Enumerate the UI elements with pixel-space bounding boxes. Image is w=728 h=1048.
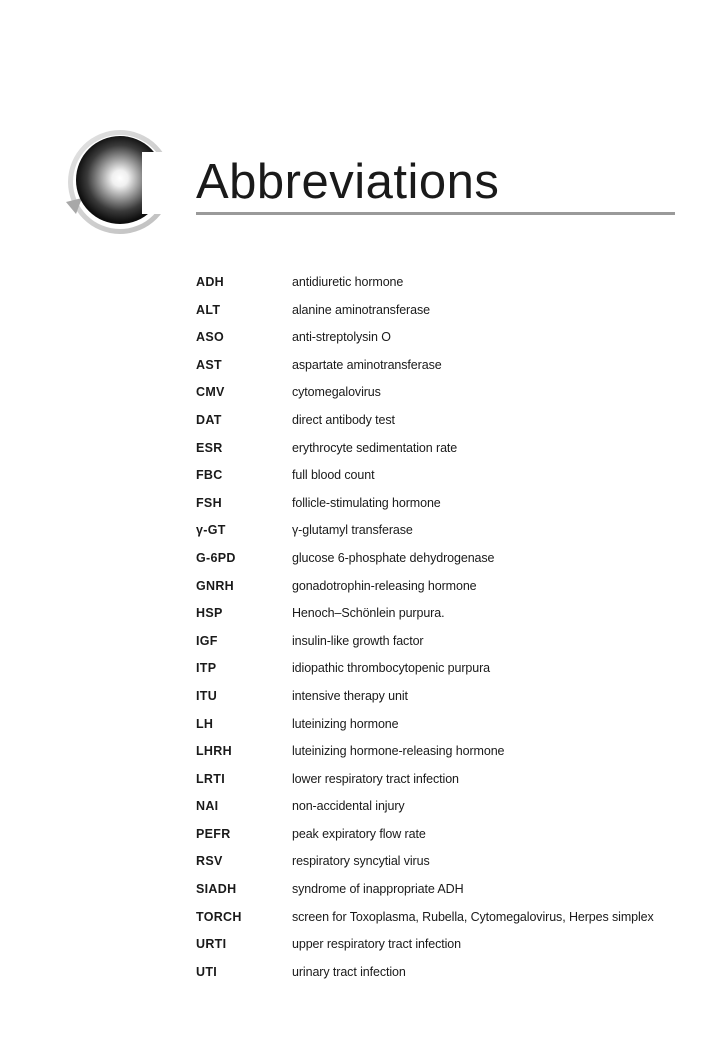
abbreviation-term: LH	[196, 716, 214, 731]
abbreviation-term: TORCH	[196, 909, 242, 924]
abbreviation-row	[196, 468, 696, 496]
title-divider	[196, 212, 675, 215]
abbreviation-row	[196, 385, 696, 413]
abbreviation-term: SIADH	[196, 882, 237, 897]
abbreviation-row	[196, 882, 696, 910]
abbreviation-definition: respiratory syncytial virus	[292, 854, 430, 869]
abbreviation-definition: intensive therapy unit	[292, 688, 408, 703]
abbreviation-term: FSH	[196, 495, 222, 510]
abbreviation-definition: γ-glutamyl transferase	[292, 523, 413, 538]
abbreviation-row	[196, 661, 696, 689]
abbreviation-list	[196, 275, 696, 992]
abbreviation-definition: urinary tract infection	[292, 964, 406, 979]
abbreviation-definition: alanine aminotransferase	[292, 302, 430, 317]
abbreviation-row	[196, 413, 696, 441]
abbreviation-definition: cytomegalovirus	[292, 385, 381, 400]
abbreviation-term: GNRH	[196, 578, 235, 593]
abbreviation-term: G-6PD	[196, 550, 236, 565]
abbreviation-term: LHRH	[196, 744, 232, 759]
abbreviation-definition: screen for Toxoplasma, Rubella, Cytomegalovirus, Herpes simplex	[292, 909, 654, 924]
abbreviation-term: LRTI	[196, 771, 225, 786]
abbreviation-term: URTI	[196, 937, 227, 952]
abbreviation-row	[196, 717, 696, 745]
abbreviation-definition: full blood count	[292, 468, 375, 483]
abbreviation-definition: luteinizing hormone-releasing hormone	[292, 744, 505, 759]
abbreviation-row	[196, 827, 696, 855]
abbreviation-row	[196, 303, 696, 331]
abbreviation-definition: insulin-like growth factor	[292, 633, 424, 648]
abbreviation-row	[196, 965, 696, 993]
abbreviation-row	[196, 799, 696, 827]
abbreviation-definition: peak expiratory flow rate	[292, 826, 426, 841]
chapter-circle-emblem-icon	[56, 128, 176, 238]
abbreviation-definition: glucose 6-phosphate dehydrogenase	[292, 550, 495, 565]
abbreviation-definition: syndrome of inappropriate ADH	[292, 882, 464, 897]
abbreviation-term: NAI	[196, 799, 219, 814]
abbreviation-row	[196, 854, 696, 882]
abbreviation-term: UTI	[196, 964, 218, 979]
abbreviation-term: ALT	[196, 302, 221, 317]
abbreviation-definition: upper respiratory tract infection	[292, 937, 462, 952]
abbreviation-term: IGF	[196, 633, 218, 648]
abbreviation-row	[196, 496, 696, 524]
abbreviation-term: PEFR	[196, 826, 231, 841]
abbreviation-term: ESR	[196, 440, 223, 455]
abbreviation-term: ITU	[196, 688, 218, 703]
abbreviation-definition: antidiuretic hormone	[292, 275, 404, 289]
abbreviation-row	[196, 606, 696, 634]
abbreviation-term: DAT	[196, 412, 222, 427]
abbreviation-row	[196, 275, 696, 303]
abbreviation-definition: luteinizing hormone	[292, 716, 399, 731]
abbreviation-definition: idiopathic thrombocytopenic purpura	[292, 661, 491, 676]
abbreviation-term: FBC	[196, 468, 223, 483]
page-title: Abbreviations	[196, 155, 500, 209]
abbreviation-definition: direct antibody test	[292, 412, 395, 427]
abbreviation-row	[196, 937, 696, 965]
abbreviation-row	[196, 772, 696, 800]
abbreviation-row	[196, 551, 696, 579]
abbreviation-row	[196, 441, 696, 469]
abbreviation-row	[196, 744, 696, 772]
abbreviation-definition: follicle-stimulating hormone	[292, 495, 441, 510]
abbreviation-term: AST	[196, 357, 222, 372]
abbreviation-row	[196, 523, 696, 551]
abbreviation-row	[196, 910, 696, 938]
abbreviation-definition: gonadotrophin-releasing hormone	[292, 578, 477, 593]
abbreviation-term: ADH	[196, 275, 224, 289]
abbreviation-definition: aspartate aminotransferase	[292, 357, 442, 372]
abbreviation-row	[196, 579, 696, 607]
abbreviation-definition: erythrocyte sedimentation rate	[292, 440, 458, 455]
abbreviation-definition: non-accidental injury	[292, 799, 405, 814]
abbreviation-row	[196, 689, 696, 717]
abbreviation-term: ASO	[196, 330, 224, 345]
abbreviation-row	[196, 358, 696, 386]
abbreviation-row	[196, 634, 696, 662]
abbreviation-term: ITP	[196, 661, 217, 676]
abbreviation-term: HSP	[196, 606, 223, 621]
abbreviation-term: CMV	[196, 385, 225, 400]
abbreviation-definition: anti-streptolysin O	[292, 330, 391, 345]
abbreviation-term: γ-GT	[196, 523, 226, 538]
abbreviation-definition: Henoch–Schönlein purpura.	[292, 606, 445, 621]
abbreviation-term: RSV	[196, 854, 223, 869]
abbreviation-row	[196, 330, 696, 358]
abbreviation-definition: lower respiratory tract infection	[292, 771, 459, 786]
